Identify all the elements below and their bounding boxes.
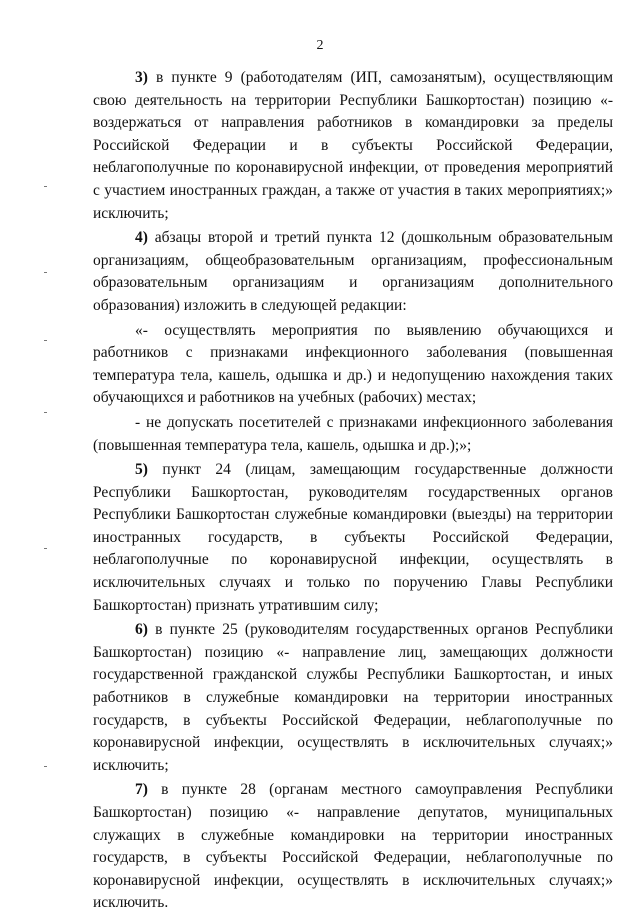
paragraph-text: в пункте 25 (руководителям государственных органов Республики Башкортостан) позицию «- направление лиц, замещающих должности государственной гражданской службы Республики Башкортостан, и иных работников в служебные командировки на территории иностранных государств, в субъекты Российской Федерации, неблагополучные по коронавирусной инфекции, осуществлять в исключительных случаях;» исключить; (93, 621, 613, 774)
scan-mark (44, 766, 47, 767)
paragraph-3 (93, 67, 613, 225)
paragraph-6 (93, 619, 613, 777)
item-number: 6) (135, 621, 148, 639)
item-number: 5) (135, 461, 148, 479)
paragraph-text: в пункте 9 (работодателям (ИП, самозанятым), осуществляющим свою деятельность на территории Республики Башкортостан) позицию «- воздержаться от направления работников в командировки за пределы Российской Федерации и в субъекты Российской Федерации, неблагополучные по коронавирусной инфекции, от проведения мероприятий с участием иностранных граждан, а также от участия в таких мероприятиях;» исключить; (93, 69, 613, 222)
paragraph-text: абзацы второй и третий пункта 12 (дошкольным образовательным организациям, общеобразовательным организациям, профессиональным образовательным организациям и организациям дополнительного образования) изложить в следующей редакции: (93, 229, 613, 314)
page-number: 2 (316, 38, 324, 53)
paragraph-4-quote-1 (93, 320, 613, 410)
paragraph-text: пункт 24 (лицам, замещающим государственные должности Республики Башкортостан, руководителям государственных органов Республики Башкортостан служебные командировки (выезды) на территории иностранных государств, в субъекты Российской Федерации, неблагополучные по коронавирусной инфекции, осуществлять в исключительных случаях и только по поручению Главы Республики Башкортостан) признать утратившим силу; (93, 461, 613, 614)
paragraph-4-quote-2 (93, 412, 613, 457)
paragraph-4 (93, 227, 613, 317)
document-body (93, 67, 613, 917)
item-number: 3) (135, 69, 148, 86)
scan-mark (44, 340, 47, 341)
paragraph-text: в пункте 28 (органам местного самоуправления Республики Башкортостан) позицию «- направление депутатов, муниципальных служащих в служебные командировки на территории иностранных государств, в субъекты Российской Федерации, неблагополучные по коронавирусной инфекции, осуществлять в исключительных случаях;» исключить. (93, 781, 613, 912)
scan-mark (44, 548, 47, 549)
paragraph-5 (93, 459, 613, 617)
scan-mark (44, 186, 47, 187)
paragraph-text: - не допускать посетителей с признаками инфекционного заболевания (повышенная температура тела, кашель, одышка и др.);»; (93, 413, 613, 454)
scan-mark (44, 272, 47, 273)
item-number: 7) (135, 781, 148, 799)
item-number: 4) (135, 229, 148, 247)
paragraph-text: «- осуществлять мероприятия по выявлению обучающихся и работников с признаками инфекционного заболевания (повышенная температура тела, кашель, одышка и др.) и недопущению нахождения таких обучающихся и работников на учебных (рабочих) местах; (93, 321, 613, 407)
paragraph-7 (93, 779, 613, 915)
scan-mark (44, 412, 47, 413)
